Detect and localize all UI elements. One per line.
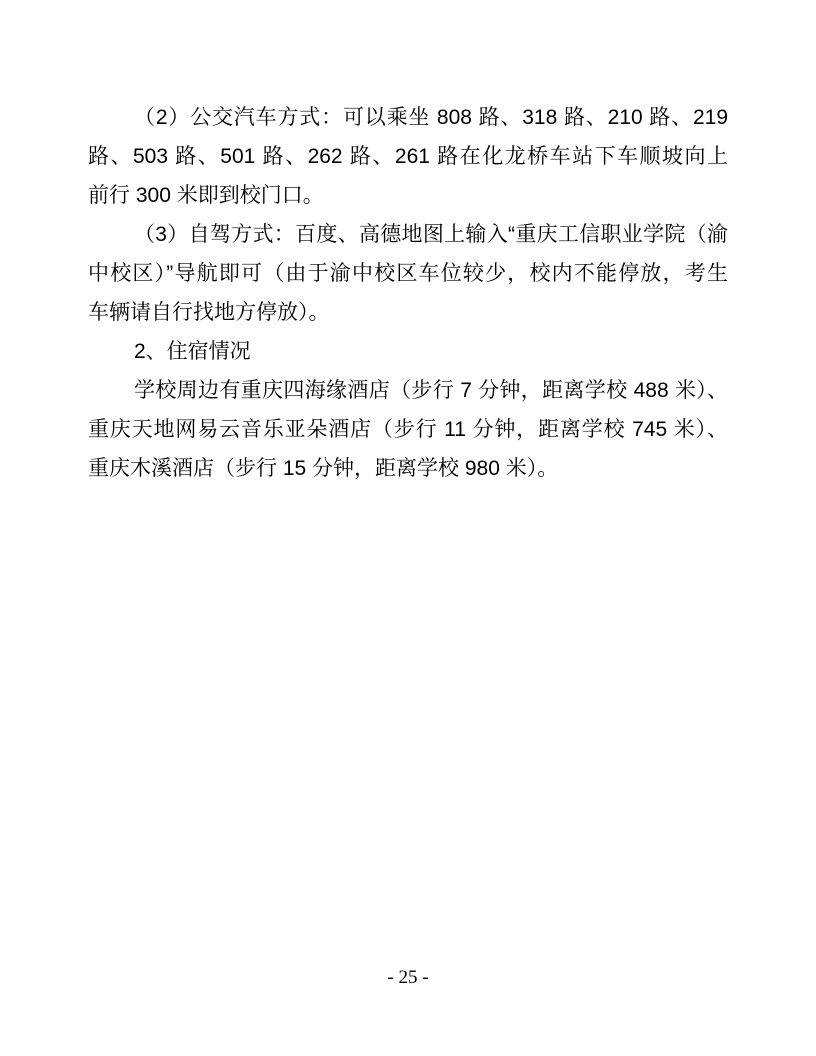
document-body bbox=[88, 98, 728, 488]
text-line: （3）自驾方式：百度、高德地图上输入“重庆工信职业学院（渝 bbox=[134, 223, 728, 246]
accommodation-heading bbox=[88, 332, 728, 371]
text-line: 前行 300 米即到校门口。 bbox=[88, 184, 324, 207]
text-line: 车辆请自行找地方停放）。 bbox=[88, 301, 330, 324]
text-line: 重庆天地网易云音乐亚朵酒店（步行 11 分钟，距离学校 745 米）、 bbox=[88, 418, 728, 441]
text-line: 学校周边有重庆四海缘酒店（步行 7 分钟，距离学校 488 米）、 bbox=[134, 379, 728, 402]
text-line: 重庆木溪酒店（步行 15 分钟，距离学校 980 米）。 bbox=[88, 457, 559, 480]
page-number: - 25 - bbox=[387, 967, 429, 988]
text-line: （2）公交汽车方式：可以乘坐 808 路、318 路、210 路、219 bbox=[134, 106, 728, 129]
paragraph-driving-directions bbox=[88, 215, 728, 332]
paragraph-hotels-info bbox=[88, 371, 728, 488]
text-line: 路、503 路、501 路、262 路、261 路在化龙桥车站下车顺坡向上 bbox=[88, 145, 728, 168]
paragraph-bus-directions bbox=[88, 98, 728, 215]
text-line: 中校区）”导航即可（由于渝中校区车位较少，校内不能停放，考生 bbox=[88, 262, 728, 285]
heading-line: 2、住宿情况 bbox=[134, 340, 251, 363]
